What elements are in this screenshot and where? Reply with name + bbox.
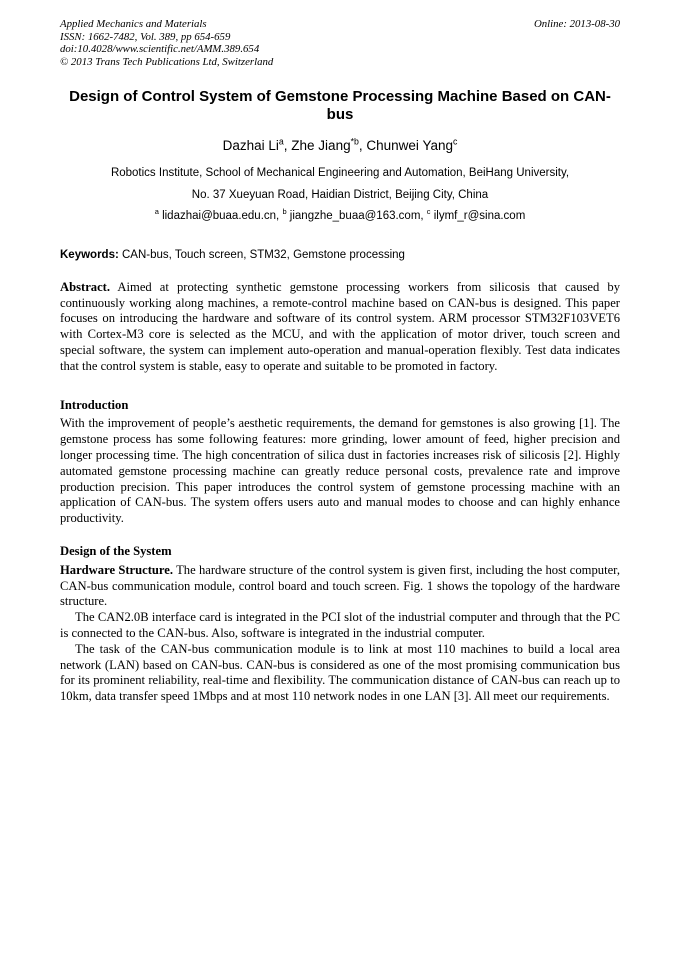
introduction-paragraph: With the improvement of people’s aesthetic requirements, the demand for gemstones is also growing [1]. The gemstone process has some following features: more grinding, lower amount of feed, higher precision and longer processing time. The high concentration of silica dust in factories increases risk of silicosis [2]. Highly automated gemstone processing machine can greatly reduce personal costs, prevalence rate and improve production precision. This paper introduces the control system of gemstone processing machine with an application of CAN-bus. The system offers users auto and manual modes to choose and can highly enhance productivity. (60, 416, 620, 526)
affiliation-block (60, 163, 620, 228)
email-b: jiangzhe_buaa@163.com, (286, 210, 427, 223)
section-heading-design: Design of the System (60, 544, 172, 559)
email-b-mark: b (282, 207, 287, 217)
can-task-paragraph: The task of the CAN-bus communication module is to link at most 110 machines to build a local area network (LAN) based on CAN-bus. CAN-bus is considered as one of the most promising communication bus for its prominent reliability, real-time and flexibility. The communication distance of CAN-bus can reach up to 10km, data transfer speed 1Mbps and at most 110 network nodes in one LAN [3]. All meet our requirements. (60, 641, 620, 704)
hardware-structure-paragraph (60, 563, 620, 610)
email-a-mark: a (154, 207, 159, 217)
abstract-label: Abstract. (60, 279, 111, 294)
author-separator: , (358, 138, 367, 154)
author-1-affmark: a (278, 136, 284, 147)
doi-line: doi:10.4028/www.scientific.net/AMM.389.654 (60, 43, 260, 56)
email-c-mark: c (426, 207, 431, 217)
author-2: Zhe Jiang (291, 138, 351, 154)
paper-title: Design of Control System of Gemstone Processing Machine Based on CAN-bus (69, 88, 611, 124)
copyright-line: © 2013 Trans Tech Publications Ltd, Switzerland (60, 55, 274, 68)
keywords-line (60, 248, 620, 263)
author-2-affmark: *b (350, 136, 359, 147)
email-c: ilymf_r@sina.com (430, 210, 526, 223)
journal-name: Applied Mechanics and Materials (60, 18, 207, 30)
section-heading-introduction: Introduction (60, 397, 129, 412)
online-date: Online: 2013-08-30 (533, 18, 620, 30)
affiliation-line-1: Robotics Institute, School of Mechanical Engineering and Automation, BeiHang University, (110, 167, 570, 180)
author-1: Dazhai Li (222, 138, 279, 154)
publication-header (60, 18, 620, 68)
keywords-label: Keywords: (60, 248, 119, 261)
publication-meta (60, 18, 273, 68)
issn-volume-line: ISSN: 1662-7482, Vol. 389, pp 654-659 (60, 30, 231, 43)
keywords-text: CAN-bus, Touch screen, STM32, Gemstone processing (118, 248, 405, 261)
affiliation-line-2: No. 37 Xueyuan Road, Haidian District, Beijing City, China (191, 188, 489, 201)
hardware-structure-text: The hardware structure of the control system is given first, including the host computer, CAN-bus communication module, control board and touch screen. Fig. 1 shows the topology of the hardware structure. (60, 562, 620, 609)
emails-line (60, 206, 620, 228)
hardware-structure-label: Hardware Structure. (60, 562, 174, 577)
abstract-paragraph (60, 280, 620, 375)
email-a: lidazhai@buaa.edu.cn, (158, 210, 283, 223)
authors-line (60, 137, 620, 154)
abstract-text: Aimed at protecting synthetic gemstone processing workers from silicosis that caused by continuously working along machines, a remote-control machine based on CAN-bus is designed. This paper focuses on introducing the hardware and software of its control system. ARM processor STM32F103VET6 with Cortex-M3 core is selected as the MCU, and with the application of motor driver, touch screen and special software, the system can implement auto-operation and manual-operation flexibly. Test data indicates that the control system is stable, easy to operate and suitable to be promoted in factory. (60, 279, 620, 373)
author-3: Chunwei Yang (366, 138, 453, 154)
can-interface-paragraph: The CAN2.0B interface card is integrated in the PCI slot of the industrial computer and through that the PC is connected to the CAN-bus. Also, software is integrated in the industrial computer. (60, 610, 620, 641)
author-3-affmark: c (452, 136, 458, 147)
author-separator: , (283, 138, 292, 154)
